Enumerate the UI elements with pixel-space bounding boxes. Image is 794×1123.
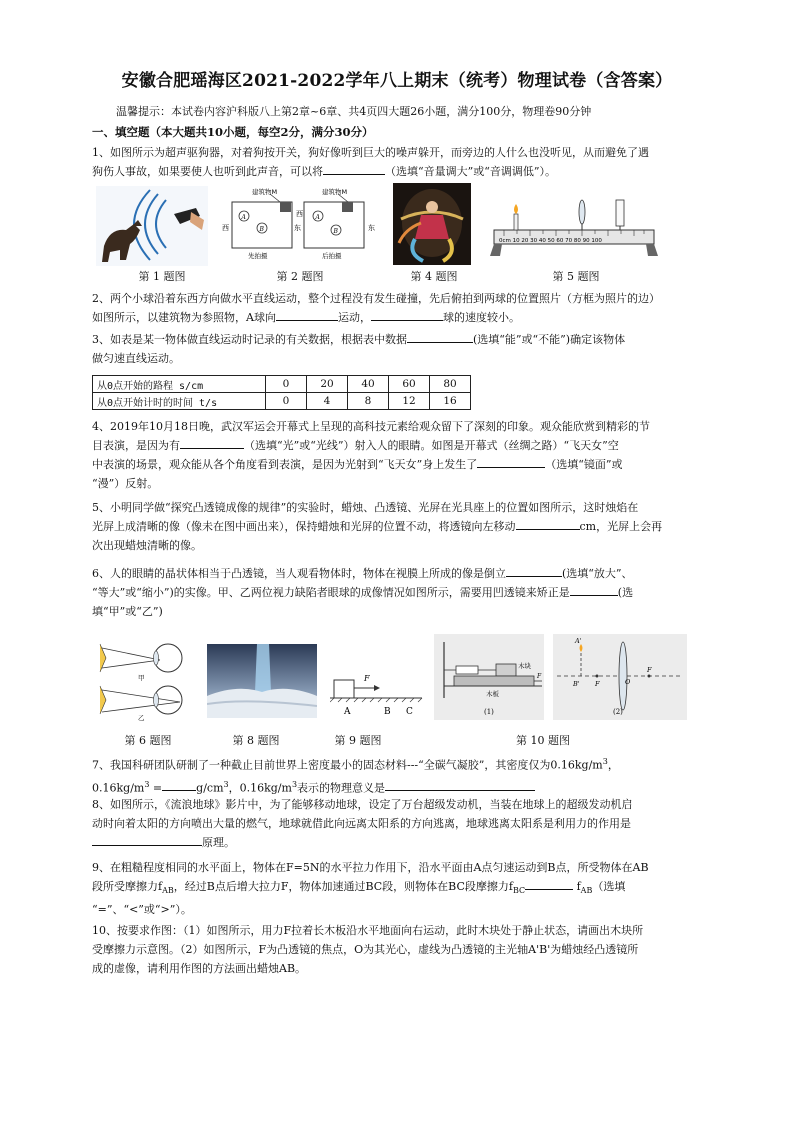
answer-blank[interactable] [371, 308, 443, 321]
q10-line1: 10、按要求作图：（1）如图所示，用力F拉着长木板沿水平地面向右运动，此时木块处于静止状态，请画出木块所 [92, 924, 644, 937]
caption-fig1: 第 1 题图 [138, 270, 186, 283]
question-7 [92, 752, 704, 797]
q3-line1: 3、如表是某一物体做直线运动时记录的有关数据，根据表中数据 (选填“能”或“不能”)确定该物体 [92, 330, 704, 349]
table-cell: 12 [389, 393, 430, 410]
q6-line2: “等大”或“缩小”)的实像。甲、乙两位视力缺陷者眼球的成像情况如图所示，需要用凹透镜来矫正是 (选 [92, 583, 704, 602]
answer-blank[interactable] [162, 778, 196, 791]
q7-line2: $0.16kg/m^3 = g/cm^3$，$0.16kg/m^3$表示的物理意义是 [92, 775, 704, 798]
caption-fig4: 第 4 题图 [410, 270, 458, 283]
fig2-east: 东 [368, 224, 375, 232]
focus-f-right-label: F [647, 666, 652, 674]
caption-fig2: 第 2 题图 [276, 270, 324, 283]
motion-data-table [92, 375, 471, 410]
q6-line1: 6、人的眼睛的晶状体相当于凸透镜，当人观看物体时，物体在视膜上所成的像是倒立 (选填“放大”、 [92, 564, 704, 583]
q9-line1: 9、在粗糙程度相同的水平面上，物体在F=5N的水平拉力作用下，沿水平面由A点匀速运动到B点，所受物体在AB [92, 861, 649, 874]
figure-5-optical-bench [488, 190, 660, 262]
fig10-part2-label: (2) [613, 708, 623, 716]
eye-jia-label: 甲 [138, 674, 145, 682]
q7-line1: 7、我国科研团队研制了一种截止目前世界上密度最小的固态材料---“全碳气凝胶”，其密度仅为$0.16kg/m^3$， [92, 757, 619, 772]
point-a-label: A [344, 707, 351, 717]
table-cell: 8 [348, 393, 389, 410]
section-heading: 一、填空题（本大题共10小题，每空2分，满分30分） [92, 125, 374, 139]
answer-blank[interactable] [525, 877, 573, 890]
table-cell: 20 [307, 376, 348, 393]
caption-fig10: 第 10 题图 [516, 734, 570, 747]
point-c-label: C [406, 707, 413, 717]
answer-blank[interactable] [516, 517, 580, 530]
answer-blank[interactable] [385, 778, 535, 791]
page-title: 安徽合肥瑶海区2021-2022学年八上期末（统考）物理试卷（含答案） [121, 71, 673, 91]
answer-blank[interactable] [323, 162, 385, 175]
figure-1-dog-repeller [96, 186, 208, 266]
fig10-part1-label: (1) [484, 708, 494, 716]
caption-fig8: 第 8 题图 [232, 734, 280, 747]
fig2-west: 西 [296, 210, 303, 218]
table-row [93, 393, 471, 410]
caption-fig9: 第 9 题图 [334, 734, 382, 747]
force-f-label: F [364, 674, 370, 683]
fig2-building-label: 建筑物M [322, 188, 348, 196]
table-row-header: 从0点开始的路程 s/cm [93, 376, 266, 393]
fig2-second-shot: 后拍摄 [322, 252, 342, 260]
point-b-label: B [384, 707, 391, 717]
q5-line1: 5、小明同学做“探究凸透镜成像的规律”的实验时，蜡烛、凸透镜、光屏在光具座上的位置如图所示，这时烛焰在 [92, 501, 639, 514]
q4-line1: 4、2019年10月18日晚，武汉军运会开幕式上呈现的高科技元素给观众留下了深刻的印象。观众能欣赏到精彩的节 [92, 420, 650, 433]
q10-line2: 受摩擦力示意图。（2）如图所示，F为凸透镜的焦点，O为其光心，虚线为凸透镜的主光轴A'B'为蜡烛经凸透镜所 [92, 943, 639, 956]
fig2-first-shot: 先拍摄 [248, 252, 268, 260]
answer-blank[interactable] [276, 308, 338, 321]
q3-line2: 做匀速直线运动。 [92, 352, 180, 365]
caption-fig6: 第 6 题图 [124, 734, 172, 747]
block-label: 木块 [518, 662, 531, 670]
q2-line2: 如图所示，以建筑物为参照物，A球向 运动， 球的速度较小。 [92, 308, 704, 327]
question-5 [92, 498, 704, 555]
question-10 [92, 921, 704, 978]
answer-blank[interactable] [407, 330, 473, 343]
q8-line1: 8、如图所示，《流浪地球》影片中，为了能够移动地球，设定了万台超级发动机，当装在地球上的超级发动机启 [92, 798, 633, 811]
figure-9-block-force [330, 668, 426, 720]
q4-line2: 目表演，是因为有 （选填“光”或“光线”）射入人的眼睛。如图是开幕式（丝绸之路）“飞天女”空 [92, 436, 704, 455]
q6-line3: 填“甲”或“乙”) [92, 605, 163, 618]
caption-fig5: 第 5 题图 [552, 270, 600, 283]
optical-center-label: O [625, 678, 631, 686]
figure-6-eyes [96, 634, 188, 722]
fig2-west: 西 [222, 224, 229, 232]
image-b-label: B' [573, 680, 580, 688]
bench-scale-label: 0cm 10 20 30 40 50 60 70 80 90 100 [499, 238, 602, 244]
answer-blank[interactable] [477, 455, 545, 468]
question-9 [92, 858, 704, 919]
board-label: 木板 [486, 690, 499, 698]
table-cell: 60 [389, 376, 430, 393]
ball-a-label: A [241, 214, 246, 221]
question-2 [92, 289, 704, 327]
fig2-east: 东 [294, 224, 301, 232]
question-8 [92, 795, 704, 852]
fig2-building-label: 建筑物M [252, 188, 278, 196]
question-4 [92, 417, 704, 493]
q8-line3: 原理。 [92, 833, 704, 852]
q1-line2: 狗伤人事故，如果要使人也听到此声音，可以将 （选填“音量调大”或“音调调低”）。 [92, 162, 704, 181]
figure-10-2-lens [553, 634, 687, 720]
force-f-label: F [537, 673, 542, 680]
answer-blank[interactable] [506, 564, 562, 577]
question-1 [92, 143, 704, 181]
ball-b-label: B [333, 228, 338, 235]
exam-tip: 温馨提示：本试卷内容沪科版八上第2章~6章、共4页四大题26小题，满分100分，物理卷90分钟 [116, 105, 592, 118]
table-row-header: 从0点开始计时的时间 t/s [93, 393, 266, 410]
image-a-label: A' [575, 637, 582, 645]
table-row [93, 376, 471, 393]
focus-f-left-label: F [595, 680, 600, 688]
table-cell: 4 [307, 393, 348, 410]
answer-blank[interactable] [570, 583, 618, 596]
q8-line2: 动时向着太阳的方向喷出大量的燃气，地球就借此向远离太阳系的方向逃离，地球逃离太阳系是利用力的作用是 [92, 817, 631, 830]
table-cell: 0 [266, 393, 307, 410]
q5-line3: 次出现蜡烛清晰的像。 [92, 539, 202, 552]
answer-blank[interactable] [92, 833, 202, 846]
eye-yi-label: 乙 [138, 714, 145, 722]
answer-blank[interactable] [180, 436, 244, 449]
q4-line3: 中表演的场景，观众能从各个角度看到表演，是因为光射到“飞天女”身上发生了 （选填“镜面”或 [92, 455, 704, 474]
q1-line1: 1、如图所示为超声驱狗器，对着狗按开关，狗好像听到巨大的噪声躲开，而旁边的人什么也没听见，从而避免了遇 [92, 146, 649, 159]
ball-b-label: B [259, 226, 264, 233]
question-3 [92, 330, 704, 368]
q5-line2: 光屏上成清晰的像（像未在图中画出来），保持蜡烛和光屏的位置不动，将透镜向左移动 cm，光屏上会再 [92, 517, 704, 536]
table-cell: 40 [348, 376, 389, 393]
q10-line3: 成的虚像，请利用作图的方法画出蜡烛AB。 [92, 962, 307, 975]
table-cell: 80 [430, 376, 471, 393]
ball-a-label: A [315, 214, 320, 221]
figure-4-flying-performer [393, 183, 471, 265]
question-6 [92, 564, 704, 621]
figure-10-1-block-on-board [434, 634, 544, 720]
q4-line4: “漫”）反射。 [92, 477, 159, 490]
figure-2-ball-photos [218, 186, 383, 262]
table-cell: 0 [266, 376, 307, 393]
figure-8-wandering-earth [207, 644, 317, 718]
q2-line1: 2、两个小球沿着东西方向做水平直线运动，整个过程没有发生碰撞，先后俯拍到两球的位置照片（方框为照片的边） [92, 292, 660, 305]
q9-line3: “=”、“<”或“>”）。 [92, 903, 192, 917]
q9-line2: 段所受摩擦力$f_{AB}$，经过B点后增大拉力F，物体加速通过BC段，则物体在BC段摩擦力$f_{BC}$ $f_{AB}$（选填 [92, 877, 704, 900]
table-cell: 16 [430, 393, 471, 410]
